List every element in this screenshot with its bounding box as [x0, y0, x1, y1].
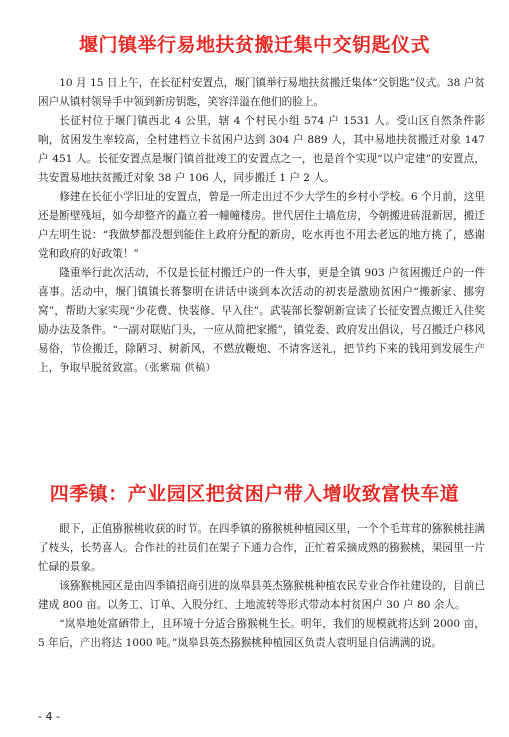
page-number: - 4 - — [38, 710, 60, 723]
article-2-paragraph: 眼下，正值猕猴桃收获的时节。在四季镇的猕猴桃种植园区里，一个个毛茸茸的猕猴桃挂满了枝头，长势喜人。合作社的社员们在架子下通力合作，正忙着采摘成熟的猕猴桃，果园里一片忙碌的景象。 — [38, 523, 485, 573]
article-1-paragraph-text: 隆重举行此次活动，不仅是长征村搬迁户的一件大事，更是全镇 903 户贫困搬迁户的一件喜事。活动中，堰门镇镇长蒋黎明在讲话中谈到本次活动的初衷是激励贫困户“搬新家、挪穷窝”，帮助大家实现“少花费、快装修、早入住”。武装部长黎朝新宣读了长征安置点搬迁入住奖励办法及条件。“一副对联贴门头，一应从简把家搬”，镇党委、政府发出倡议，号召搬迁户移风易俗，节俭搬迁，除陋习、树新风，不燃放鞭炮、不请客送礼，把节约下来的钱用到发展生产上，争取早脱贫致富。 — [38, 267, 485, 374]
article-1-paragraph: 修建在长征小学旧址的安置点，曾是一所走出过不少大学生的乡村小学校。6 个月前，这里还是断壁残垣，如今却整齐的矗立着一幢幢楼房。世代居住土墙危房，今朝搬进砖混新居，搬迁户左明生说：“我做梦都没想到能住上政府分配的新房，吃水再也不用去老远的地方挑了，感谢党和政府的好政策！” — [38, 191, 485, 260]
article-1-byline: （张紫瑞 供稿） — [143, 363, 217, 374]
article-2-paragraph: “岚皋地处富硒带上，且环境十分适合猕猴桃生长。明年，我们的规模就将达到 2000 亩，5 年后，产出将达 1000 吨。”岚皋县英杰猕猴桃种植园区负责人袁明显自信满满的说。 — [38, 618, 485, 649]
article-2-body — [38, 520, 485, 653]
article-1-body — [38, 74, 485, 378]
article-2-title: 四季镇：产业园区把贫困户带入增收致富快车道 — [49, 483, 460, 505]
article-1-title: 堰门镇举行易地扶贫搬迁集中交钥匙仪式 — [78, 34, 430, 56]
article-1-paragraph: 长征村位于堰门镇西北 4 公里，辖 4 个村民小组 574 户 1531 人。受山区自然条件影响，贫困发生率较高，全村建档立卡贫困户达到 304 户 889 人，其中易地扶贫搬迁对象 147 户 451 人。长征安置点是堰门镇首批竣工的安置点之一，也是首个实现“以户定建”的安置点，共安置易地扶贫搬迁对象 38 户 106 人，同步搬迁 1 户 2 人。 — [38, 115, 485, 184]
article-1-paragraph: 10 月 15 日上午，在长征村安置点，堰门镇举行易地扶贫搬迁集体“交钥匙”仪式。38 户贫困户从镇村领导手中领到新房钥匙，笑容洋溢在他们的脸上。 — [38, 77, 485, 108]
article-2-paragraph: 该猕猴桃园区是由四季镇招商引进的岚皋县英杰猕猴桃种植农民专业合作社建设的，目前已建成 800 亩。以务工、订单、入股分红、土地流转等形式带动本村贫困户 30 户 80 余人。 — [38, 580, 485, 611]
article-1-paragraph — [38, 264, 485, 378]
